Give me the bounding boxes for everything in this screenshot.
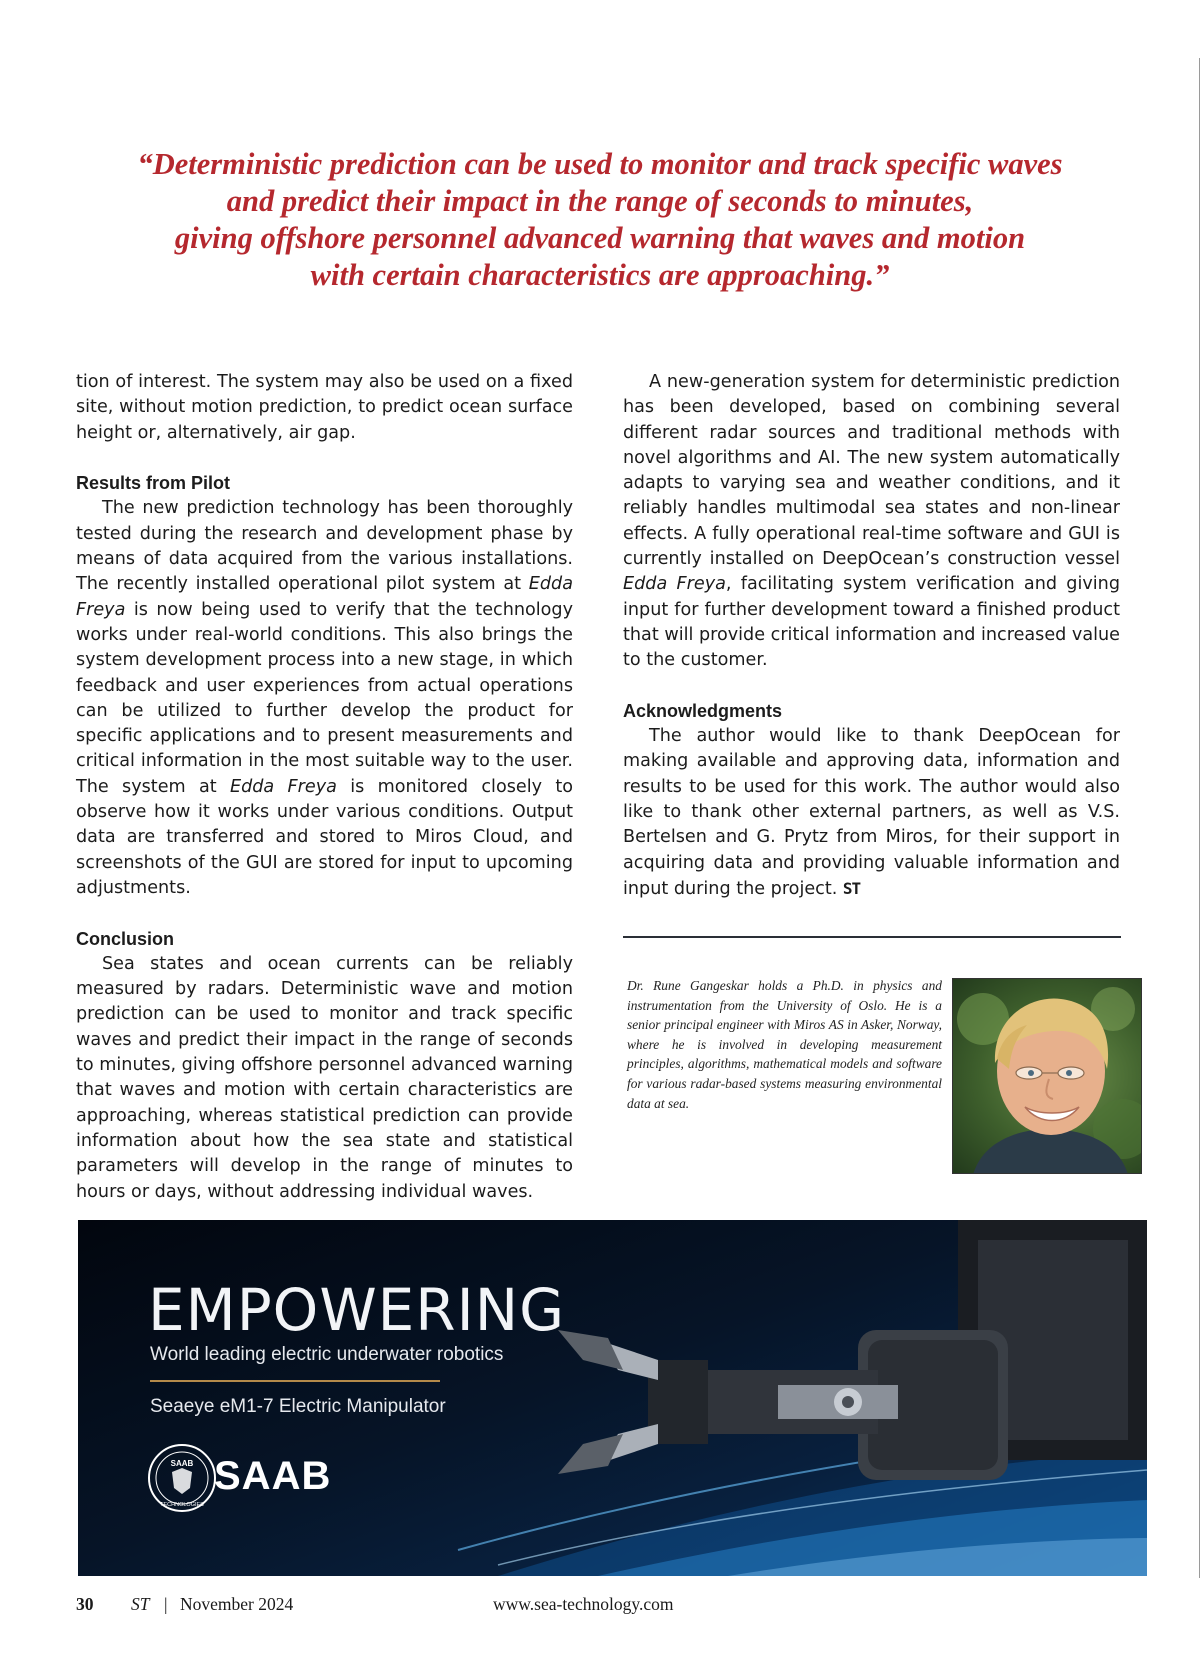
publication-name: ST [131,1594,150,1614]
left-intro-paragraph: tion of interest. The system may also be used on a fixed site, without motion prediction, to predict ocean surface height or, alternatively, air gap. [76,372,573,443]
pull-quote-line: giving offshore personnel advanced warning that waves and motion [174,221,1026,255]
issue-date: November 2024 [180,1594,294,1614]
acknowledgments-paragraph [623,724,1120,902]
ad-headline: EMPOWERING [148,1276,566,1344]
author-portrait-illustration [953,979,1142,1174]
pull-quote [80,146,1120,294]
right-intro-paragraph [623,370,1120,674]
saab-advertisement [78,1220,1147,1576]
bio-divider [623,936,1121,938]
website-url: www.sea-technology.com [493,1594,674,1614]
left-column [76,370,573,1205]
right-column [623,370,1120,902]
conclusion-heading: Conclusion [76,928,174,949]
ad-gold-divider [150,1380,440,1382]
pull-quote-line: and predict their impact in the range of seconds to minutes, [226,184,974,218]
vessel-name: Edda Freya [76,574,573,620]
results-text-b: is now being used to verify that the technology works under real-world conditions. This also brings the system development process into a new stage, in which feedback and user experiences from actual operations can be utilized to further develop the product for specific applications and to present measurements and critical information in the most suitable way to the user. The system at [76,599,573,797]
intro-text-a: A new-generation system for deterministic prediction has been developed, based on combining several different radar sources and traditional methods with novel algorithms and AI. The new system automatically adapts to varying sea and weather conditions, and it reliably handles multimodal sea states and non-linear effects. A fully operational real-time software and GUI is currently installed on DeepOcean’s construction vessel [623,372,1120,570]
end-mark: ST [842,878,861,898]
results-text-c: is monitored closely to observe how it works under various conditions. Output data are transferred and stored to Miros Cloud, and screenshots of the GUI are stored for input to upcoming adjustments. [76,776,573,898]
intro-text-b: , facilitating system verification and giving input for further development toward a finished product that will provide critical information and increased value to the customer. [623,574,1120,671]
pull-quote-line: with certain characteristics are approaching.” [310,258,890,292]
ad-product-name: Seaeye eM1-7 Electric Manipulator [150,1396,446,1417]
seal-top-text: SAAB [170,1459,194,1468]
author-photo [952,978,1142,1174]
acknowledgments-heading: Acknowledgments [623,700,783,721]
footer-separator: | [164,1594,168,1614]
results-heading: Results from Pilot [76,473,231,494]
results-text-a: The new prediction technology has been thoroughly tested during the research and development phase by means of data acquired from the various installations. The recently installed operational pilot system at [76,498,573,595]
pull-quote-line: “Deterministic prediction can be used to monitor and track specific waves [137,147,1063,181]
conclusion-paragraph: Sea states and ocean currents can be reliably measured by radars. Deterministic wave and motion prediction can be used to monitor and track specific waves and predict their impact in the range of seconds to minutes, giving offshore personnel advanced warning that waves and motion with certain characteristics are approaching, whereas statistical prediction can provide information about how the sea state and statistical parameters will develop in the range of minutes to hours or days, without addressing individual waves. [76,953,573,1202]
acknowledgments-text: The author would like to thank DeepOcean for making available and approving data, information and results to be used for this work. The author would also like to thank other external partners, as well as V.S. Bertelsen and G. Prytz from Miros, for their support in acquiring data and providing valuable information and input during the project. [623,726,1120,899]
saab-wordmark: SAAB [214,1454,332,1498]
seal-ring-text: TECHNOLOGIES [160,1502,204,1508]
ad-tagline: World leading electric underwater robotics [150,1344,504,1365]
author-bio: Dr. Rune Gangeskar holds a Ph.D. in physics and instrumentation from the University of Oslo. He is a senior principal engineer with Miros AS in Asker, Norway, where he is involved in developing measurement principles, algorithms, mathematical models and software for various radar-based systems measuring environmental data at sea. [627,978,942,1111]
results-paragraph [76,496,573,901]
vessel-name: Edda Freya [229,776,337,797]
page-number: 30 [76,1594,94,1614]
vessel-name: Edda Freya [623,574,726,595]
